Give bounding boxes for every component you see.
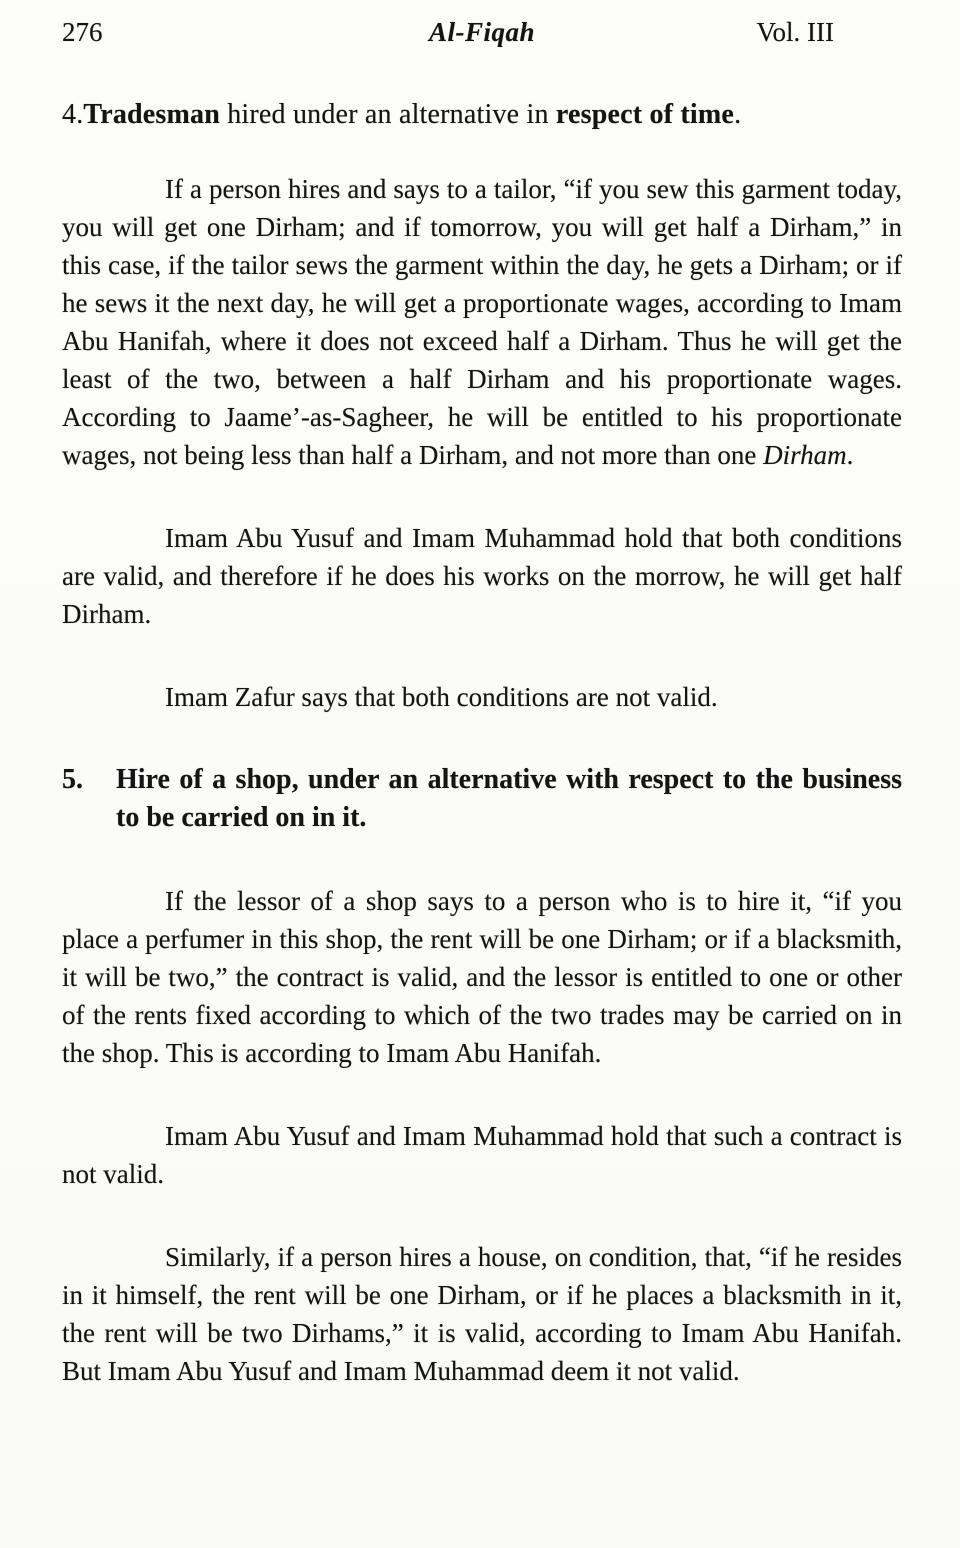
- text-segment: .: [846, 440, 854, 470]
- paragraph: [62, 882, 902, 1072]
- numbered-heading: [62, 761, 902, 837]
- text-segment: hired under an alternative in: [220, 99, 556, 130]
- text-segment: Similarly, if a person hires a house, on condition, that, “if he resides in it himself, the rent will be one Dirham, or if he places a blacksmith in it, the rent will be two Dirhams,” it is valid, according to Imam Abu Hanifah. But Imam Abu Yusuf and Imam Muhammad deem it not valid.: [62, 1242, 902, 1386]
- paragraph: [62, 1117, 902, 1193]
- book-title: Al-Fiqah: [428, 17, 536, 47]
- text-segment: Imam Abu Yusuf and Imam Muhammad hold that such a contract is not valid.: [62, 1121, 902, 1189]
- text-segment: Tradesman: [83, 99, 221, 130]
- text-segment: 4.: [62, 99, 84, 130]
- text-segment: Dirham: [763, 440, 847, 470]
- heading-4: [62, 96, 902, 134]
- page-blocks: [62, 96, 902, 1390]
- running-header: [62, 14, 902, 50]
- text-segment: .: [734, 99, 742, 130]
- text-segment: Imam Abu Yusuf and Imam Muhammad hold that both conditions are valid, and therefore if he does his works on the morrow, he will get half Dirham.: [62, 523, 902, 629]
- paragraph: [62, 1238, 902, 1390]
- paragraph: [62, 519, 902, 633]
- text-segment: Hire of a shop, under an alternative with respect to the business to be carried on in it.: [116, 764, 902, 833]
- text-segment: If a person hires and says to a tailor, “if you sew this garment today, you will get one Dirham; and if tomorrow, you will get half a Dirham,” in this case, if the tailor sews the garment within the day, he gets a Dirham; or if he sews it the next day, he will get a proportionate wages, according to Imam Abu Hanifah, where it does not exceed half a Dirham. Thus he will get the least of the two, between a half Dirham and his proportionate wages. According to Jaame’-as-Sagheer, he will be entitled to his proportionate wages, not being less than half a Dirham, and not more than one: [62, 174, 902, 470]
- paragraph: [62, 678, 902, 716]
- page-number: 276: [62, 17, 103, 47]
- heading-number: 5.: [62, 764, 83, 795]
- volume-label: Vol. III: [756, 17, 834, 47]
- text-segment: Imam Zafur says that both conditions are not valid.: [165, 682, 718, 712]
- paragraph: [62, 170, 902, 474]
- text-segment: If the lessor of a shop says to a person who is to hire it, “if you place a perfumer in this shop, the rent will be one Dirham; or if a blacksmith, it will be two,” the contract is valid, and the lessor is entitled to one or other of the rents fixed according to which of the two trades may be carried on in the shop. This is according to Imam Abu Hanifah.: [62, 886, 902, 1068]
- text-segment: respect of time: [555, 99, 735, 130]
